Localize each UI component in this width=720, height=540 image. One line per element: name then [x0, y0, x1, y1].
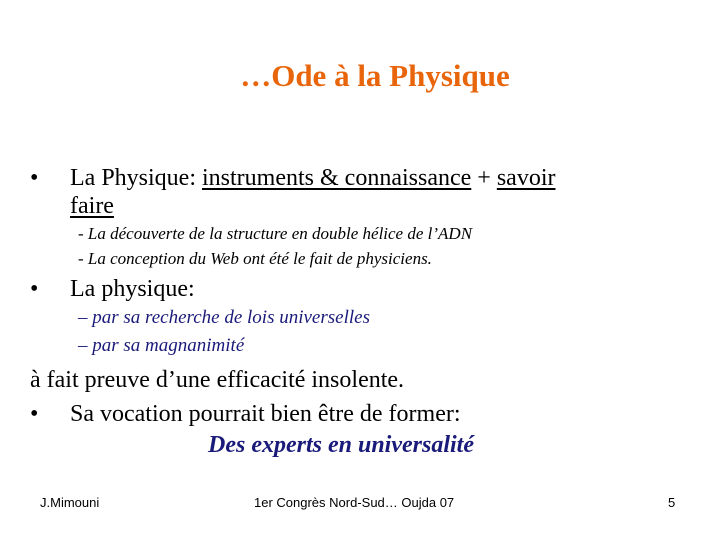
bullet1-prefix: La Physique:	[70, 165, 202, 191]
efficacite-line: à fait preuve d’une efficacité insolente.	[30, 367, 405, 393]
bullet3-text: Sa vocation pourrait bien être de former:	[70, 401, 461, 427]
bullet-marker: •	[30, 401, 39, 427]
footer-event: 1er Congrès Nord-Sud… Oujda 07	[254, 495, 455, 510]
sub1-line1: - La découverte de la structure en double hélice de l’ADN	[78, 224, 473, 243]
bullet1-plus: +	[471, 165, 497, 191]
sub2-line2: – par sa magnanimité	[78, 335, 245, 356]
link-instruments-connaissance[interactable]: instruments & connaissance	[202, 165, 472, 191]
bullet-marker: •	[30, 276, 39, 302]
bullet-marker: •	[30, 165, 39, 191]
link-faire[interactable]: faire	[70, 193, 114, 219]
footer-page-number: 5	[668, 495, 676, 510]
bullet1-text	[70, 164, 555, 192]
highlight-text: Des experts en universalité	[208, 432, 474, 458]
sub2-line1: – par sa recherche de lois universelles	[78, 307, 370, 328]
bullet2-text: La physique:	[70, 276, 195, 302]
sub1-line2: - La conception du Web ont été le fait de physiciens.	[78, 249, 432, 268]
slide-title: …Ode à la Physique	[240, 58, 510, 93]
footer-author: J.Mimouni	[40, 495, 100, 510]
link-savoir[interactable]: savoir	[496, 165, 556, 191]
